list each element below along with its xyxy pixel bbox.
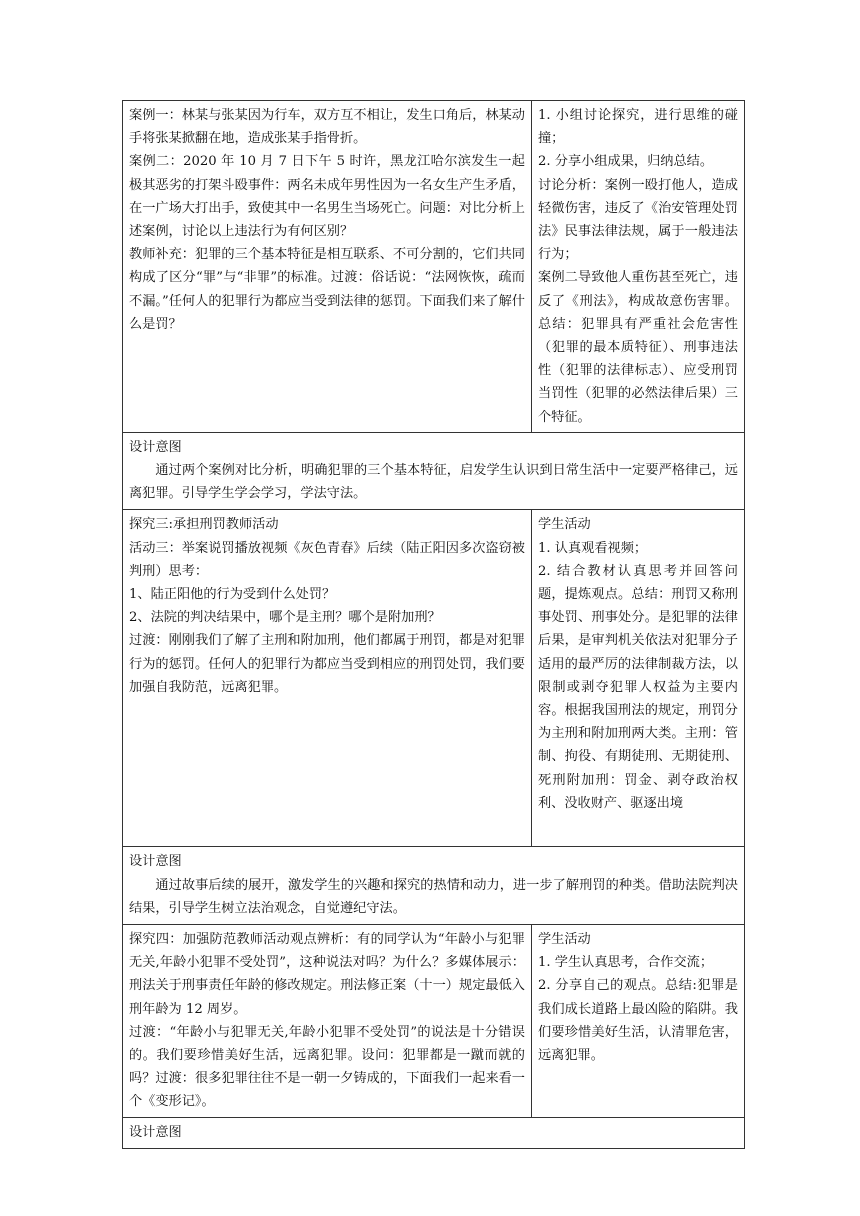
section4-teacher-cell: [123, 925, 532, 1118]
case-two-text: 案例二：2020 年 10 月 7 日下午 5 时许，黑龙江哈尔滨发生一起极其恶劣的打架斗殴事件：两名未成年男性因为一名女生产生矛盾，在一广场大打出手，致使其中一名男生当场死亡。问题：对比分析上述案例，讨论以上违法行为有何区别？: [129, 154, 525, 240]
section2-design-cell: [123, 432, 745, 510]
section2-row: [123, 101, 745, 433]
section3-design-cell: [123, 847, 745, 925]
design-intent-title: 设计意图: [129, 439, 182, 455]
design-intent-text: 通过故事后续的展开，激发学生的兴趣和探究的热情和动力，进一步了解刑罚的种类。借助法院判决结果，引导学生树立法治观念，自觉遵纪守法。: [129, 877, 738, 916]
student-step-1: 1. 学生认真思考，合作交流；: [538, 955, 714, 971]
section4-design-cell: [123, 1117, 745, 1148]
section2-student-cell: [532, 101, 745, 433]
section3-design-row: [123, 847, 745, 925]
student-step-1: 1. 小组讨论探究，进行思维的碰撞；: [538, 108, 738, 147]
discussion-analysis: 讨论分析：案例一殴打他人，造成轻微伤害，违反了《治安管理处罚法》民事法律法规，属于一般违法行为；: [538, 177, 738, 263]
case-two-analysis: 案例二导致他人重伤甚至死亡，违反了《刑法》，构成故意伤害罪。总结：犯罪具有严重社会危害性（犯罪的最本质特征）、刑事违法性（犯罪的法律标志）、应受刑罚当罚性（犯罪的必然法律后果）三个特征。: [538, 270, 738, 425]
question-2: 2、法院的判决结果中，哪个是主刑？哪个是附加刑？: [129, 610, 441, 626]
design-intent-text: 通过两个案例对比分析，明确犯罪的三个基本特征，启发学生认识到日常生活中一定要严格律己，远离犯罪。引导学生学会学习，学法守法。: [129, 463, 738, 502]
section4-transition-text: 过渡：“年龄小与犯罪无关,年龄小犯罪不受处罚”的说法是十分错误的。我们要珍惜美好生活，远离犯罪。设问：犯罪都是一蹴而就的吗？过渡：很多犯罪往往不是一朝一夕铸成的，下面我们一起来看一个《变形记》。: [129, 1024, 525, 1110]
teacher-supplement-text: 教师补充：犯罪的三个基本特征是相互联系、不可分割的，它们共同构成了区分“罪”与“非罪”的标准。过渡：俗话说：“法网恢恢，疏而不漏。”任何人的犯罪行为都应当受到法律的惩罚。下面我们来了解什么是罚？: [129, 247, 525, 332]
section3-teacher-cell: [123, 510, 532, 847]
section2-design-row: [123, 432, 745, 510]
section4-row: [123, 925, 745, 1118]
section4-heading-text: 探究四：加强防范教师活动观点辨析：有的同学认为“年龄小与犯罪无关,年龄小犯罪不受处罚”，这种说法对吗？为什么？多媒体展示：刑法关于刑事责任年龄的修改规定。刑法修正案（十一）规定最低入刑年龄为 12 周岁。: [129, 932, 525, 1017]
lesson-plan-page: [122, 100, 738, 1149]
student-activity-title: 学生活动: [538, 932, 591, 948]
case-one-text: 案例一：林某与张某因为行车，双方互不相让，发生口角后，林某动手将张某掀翻在地，造成张某手指骨折。: [129, 108, 525, 147]
section4-design-row: [123, 1117, 745, 1148]
activity-three-text: 活动三：举案说罚播放视频《灰色青春》后续（陆正阳因多次盗窃被判刑）思考：: [129, 540, 525, 579]
design-intent-title: 设计意图: [129, 1124, 182, 1140]
student-step-2: 2. 结合教材认真思考并回答问题，提炼观点。总结：刑罚又称刑事处罚、刑事处分。是犯罪的法律后果，是审判机关依法对犯罪分子适用的最严厉的法律制裁方法，以限制或剥夺犯罪人权益为主要内容。根据我国刑法的规定，刑罚分为主刑和附加刑两大类。主刑：管制、拘役、有期徒刑、无期徒刑、死刑附加刑：罚金、剥夺政治权利、没收财产、驱逐出境: [538, 563, 738, 811]
lesson-plan-table: [122, 100, 745, 1149]
section3-row: [123, 510, 745, 847]
section2-teacher-cell: [123, 101, 532, 433]
student-step-2: 2. 分享小组成果，归纳总结。: [538, 154, 714, 170]
section3-student-cell: [532, 510, 745, 847]
section3-heading: 探究三:承担刑罚教师活动: [129, 517, 279, 533]
student-step-1: 1. 认真观看视频；: [538, 540, 648, 556]
transition-text: 过渡：刚刚我们了解了主刑和附加刑，他们都属于刑罚，都是对犯罪行为的惩罚。任何人的犯罪行为都应当受到相应的刑罚处罚，我们要加强自我防范，远离犯罪。: [129, 633, 525, 695]
design-intent-title: 设计意图: [129, 854, 182, 870]
section4-student-cell: [532, 925, 745, 1118]
student-step-2: 2. 分享自己的观点。总结:犯罪是我们成长道路上最凶险的陷阱。我们要珍惜美好生活，认清罪危害，远离犯罪。: [538, 978, 738, 1064]
student-activity-title: 学生活动: [538, 517, 591, 533]
question-1: 1、陆正阳他的行为受到什么处罚？: [129, 587, 336, 603]
